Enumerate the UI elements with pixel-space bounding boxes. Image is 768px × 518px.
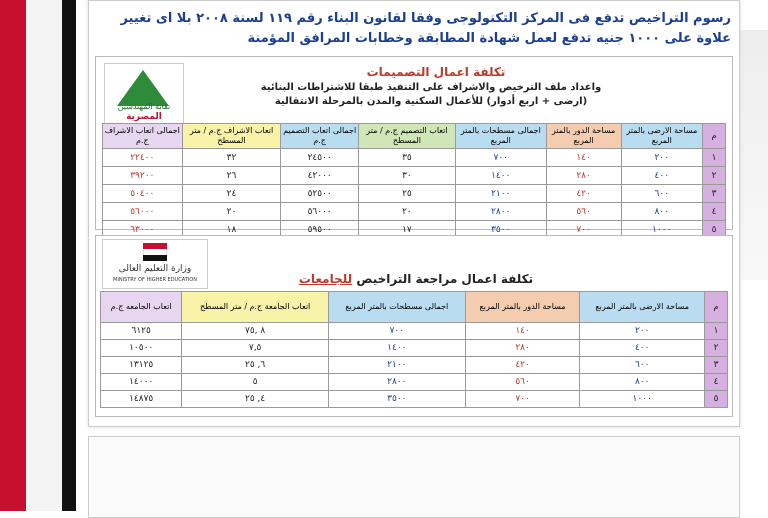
- table-cell: ٥٢٥٠٠: [281, 185, 359, 203]
- table-cell: ٧٠٠: [328, 323, 465, 340]
- table-cell: ٢٠٠: [580, 323, 705, 340]
- engineers-syndicate-logo: نقابة المهندسين المصرية: [104, 63, 184, 125]
- egypt-flag-icon: [143, 243, 167, 261]
- table-row: [101, 391, 728, 408]
- design-costs-section: [95, 56, 733, 235]
- table-cell: ٦, ٢٥: [182, 357, 329, 374]
- header-line-1: رسوم التراخيص تدفع فى المركز التكنولوجى وفقا لقانون البناء رقم ١١٩ لسنة ٢٠٠٨ بلا اى تغيير: [120, 11, 731, 26]
- table-cell: ٨٠٠: [621, 203, 702, 221]
- table-header-row: م مساحة الارضى بالمتر المربع مساحة الدور بالمتر المربع اجمالى مسطحات بالمتر المربع اتعاب التصميم ج.م / متر المسطح اجمالى اتعاب التصميم ج.م اتعاب الاشراف ج.م / متر المسطح اجمالى اتعاب الاشراف ج.م: [103, 124, 726, 149]
- table-cell: ٥٦٠: [546, 203, 621, 221]
- table-header-row: م مساحة الارضى بالمتر المربع مساحة الدور بالمتر المربع اجمالى مسطحات بالمتر المربع اتعاب الجامعة ج.م / متر المسطح اتعاب الجامعه ج.م: [101, 292, 728, 323]
- table-cell: ٧,٥: [182, 340, 329, 357]
- table-row: [103, 149, 726, 167]
- table-cell: ٣٥٠٠: [455, 221, 546, 239]
- design-costs-table: [102, 123, 726, 239]
- table-cell: ٣٩٢٠٠: [103, 167, 183, 185]
- table-cell: ٢٨٠: [465, 340, 580, 357]
- table-cell: ١٤٠٠: [455, 167, 546, 185]
- table-cell: ٢: [705, 340, 728, 357]
- table-cell: ٢٦: [182, 167, 281, 185]
- table-cell: ٦١٢٥: [101, 323, 182, 340]
- section-title: تكلفة اعمال مراجعة التراخيص للجامعات: [298, 272, 534, 286]
- table-cell: ٥٦٠٠٠: [103, 203, 183, 221]
- table-cell: ٦٣٠٠٠: [103, 221, 183, 239]
- table-cell: ٥٦٠: [465, 374, 580, 391]
- table-row: [101, 357, 728, 374]
- table-cell: ٤٠٠: [621, 167, 702, 185]
- table-cell: ٤٢٠: [546, 185, 621, 203]
- table-cell: ١٠٥٠٠: [101, 340, 182, 357]
- table-cell: ٥٠٤٠٠: [103, 185, 183, 203]
- table-row: [103, 185, 726, 203]
- table-cell: ٤٢٠٠٠: [281, 167, 359, 185]
- table-row: [103, 203, 726, 221]
- table-cell: ٦٠٠: [580, 357, 705, 374]
- table-cell: ٢١٠٠: [455, 185, 546, 203]
- table-cell: ٣٢: [182, 149, 281, 167]
- table-cell: ٤: [703, 203, 726, 221]
- table-cell: ٢٨٠: [546, 167, 621, 185]
- table-cell: ٨٠٠: [580, 374, 705, 391]
- table-cell: ٢٠: [182, 203, 281, 221]
- table-cell: ٤٢٠: [465, 357, 580, 374]
- table-cell: ٥: [705, 391, 728, 408]
- table-cell: ٨ ,٧٥: [182, 323, 329, 340]
- table-row: [101, 374, 728, 391]
- table-cell: ٣٥٠٠: [328, 391, 465, 408]
- table-cell: ٢: [703, 167, 726, 185]
- table-cell: ٤, ٢٥: [182, 391, 329, 408]
- header-line-2: علاوة على ١٠٠٠ جنيه تدفع لعمل شهادة المطابقة وخطابات المرافق المؤمنة: [247, 31, 731, 46]
- table-cell: ١٣١٢٥: [101, 357, 182, 374]
- table-row: [103, 167, 726, 185]
- table-cell: ٥٦٠٠٠: [281, 203, 359, 221]
- table-cell: ٢٠: [358, 203, 455, 221]
- table-cell: ١٤٨٧٥: [101, 391, 182, 408]
- university-review-section: [95, 235, 733, 417]
- table-cell: ٧٠٠: [455, 149, 546, 167]
- table-cell: ١٤٠: [546, 149, 621, 167]
- table-cell: ١٤٠٠٠: [101, 374, 182, 391]
- table-cell: ١: [703, 149, 726, 167]
- flag-stripe-white: [26, 0, 62, 511]
- table-cell: ٣: [703, 185, 726, 203]
- flag-stripe-black: [62, 0, 76, 511]
- triangle-logo-icon: [117, 70, 169, 106]
- next-page-preview: [88, 436, 740, 518]
- table-cell: ٢٠٠: [621, 149, 702, 167]
- document-page: [88, 0, 740, 427]
- table-cell: ١٧: [358, 221, 455, 239]
- table-cell: ٥: [182, 374, 329, 391]
- university-review-table: [100, 291, 728, 408]
- table-cell: ٧٠٠: [546, 221, 621, 239]
- section-subtitle: واعداد ملف الترخيص والاشراف على التنفيذ طبقا للاشتراطات البنائية (ارضى + اربع أدوار) للأعمال السكنية والمدن بالمرحلة الانتقالية: [260, 82, 602, 107]
- table-cell: ١٠٠٠: [621, 221, 702, 239]
- table-cell: ٦٠٠: [621, 185, 702, 203]
- table-cell: ١٤٠٠: [328, 340, 465, 357]
- table-cell: ٥٩٥٠٠: [281, 221, 359, 239]
- table-row: [101, 340, 728, 357]
- table-cell: ٢٢٤٠٠: [103, 149, 183, 167]
- table-cell: ٤: [705, 374, 728, 391]
- table-cell: ٢١٠٠: [328, 357, 465, 374]
- table-cell: ٢٤: [182, 185, 281, 203]
- table-cell: ٢٨٠٠: [328, 374, 465, 391]
- table-cell: ٥: [703, 221, 726, 239]
- table-cell: ٧٠٠: [465, 391, 580, 408]
- table-cell: ٤٠٠: [580, 340, 705, 357]
- table-cell: ٣٠: [358, 167, 455, 185]
- table-cell: ١٨: [182, 221, 281, 239]
- page-header: [111, 9, 731, 49]
- table-cell: ٣: [705, 357, 728, 374]
- ministry-logo: وزارة التعليم العالى MINISTRY OF HIGHER EDUCATION: [102, 239, 208, 289]
- table-cell: ٢٨٠٠: [455, 203, 546, 221]
- table-cell: ١: [705, 323, 728, 340]
- table-row: [101, 323, 728, 340]
- table-cell: ٢٤٥٠٠: [281, 149, 359, 167]
- section-title: تكلفة اعمال التصميمات: [366, 65, 506, 79]
- table-cell: ١٠٠٠: [580, 391, 705, 408]
- flag-stripe-red: [0, 0, 26, 511]
- table-cell: ١٤٠: [465, 323, 580, 340]
- table-cell: ٣٥: [358, 149, 455, 167]
- table-cell: ٢٥: [358, 185, 455, 203]
